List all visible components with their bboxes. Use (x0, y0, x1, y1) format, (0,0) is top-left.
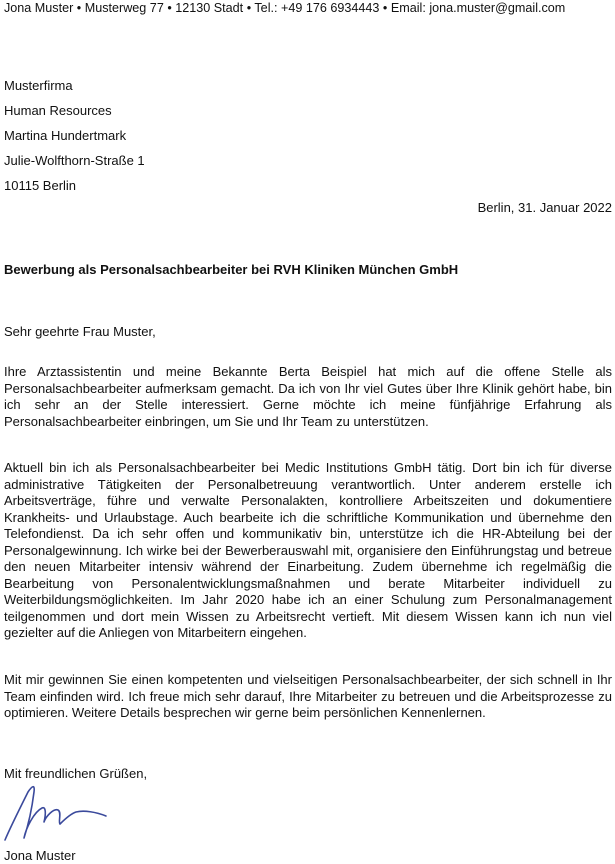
closing-phrase: Mit freundlichen Grüßen, (4, 766, 148, 781)
sender-city: 12130 Stadt (175, 1, 244, 15)
separator: • (246, 1, 252, 15)
sender-name: Jona Muster (4, 1, 74, 15)
letter-subject: Bewerbung als Personalsachbearbeiter bei RVH Kliniken München GmbH (4, 262, 459, 277)
sender-phone-label: Tel.: (254, 1, 278, 15)
signature-icon (2, 778, 112, 850)
recipient-department: Human Resources (4, 103, 112, 118)
sender-email-label: Email: (390, 1, 426, 15)
recipient-street: Julie-Wolfthorn-Straße 1 (4, 153, 145, 168)
separator: • (382, 1, 388, 15)
signer-name: Jona Muster (4, 848, 76, 863)
body-paragraph-3: Mit mir gewinnen Sie einen kompetenten und vielseitigen Personalsachbearbeiter, der sich schnell in Ihr Team einfinden wird. Ich freue mich sehr darauf, Ihre Mitarbeiter zu betreuen und die Arbeitsprozesse zu optimieren. Weitere Details besprechen wir gerne beim persönlichen Kennenlernen. (4, 672, 612, 720)
sender-email: jona.muster@gmail.com (429, 1, 566, 15)
separator: • (167, 1, 172, 15)
recipient-company: Musterfirma (4, 78, 73, 93)
salutation: Sehr geehrte Frau Muster, (4, 324, 156, 339)
sender-street: Musterweg 77 (84, 1, 164, 15)
separator: • (76, 1, 82, 15)
recipient-contact: Martina Hundertmark (4, 128, 127, 143)
letter-date: Berlin, 31. Januar 2022 (477, 200, 612, 215)
sender-phone: +49 176 6934443 (281, 1, 380, 15)
recipient-address (4, 73, 145, 198)
sender-contact-line (4, 0, 612, 16)
recipient-city: 10115 Berlin (4, 178, 77, 193)
body-paragraph-2: Aktuell bin ich als Personalsachbearbeiter bei Medic Institutions GmbH tätig. Dort bin ich für diverse administrative Tätigkeiten der Personalbetreuung verantwortlich. Unter anderem erstelle ich Arbeitsverträge, führe und verwalte Personalakten, kontrolliere Arbeitszeiten und dokumentiere Krankheits- und Urlaubstage. Auch bearbeite ich die schriftliche Kommunikation und übernehme den Telefondienst. Da ich sehr offen und kommunikativ bin, unterstütze ich die HR-Abteilung bei der Personalgewinnung. Ich wirke bei der Bewerberauswahl mit, organisiere den Einführungstag und betreue den neuen Mitarbeiter intensiv während der Einarbeitung. Zudem übernehme ich regelmäßig die Bearbeitung von Personalentwicklungsmaßnahmen und berate Mitarbeiter individuell zu Weiterbildungsmöglichkeiten. Im Jahr 2020 habe ich an einer Schulung zum Personalmanagement teilgenommen und dort mein Wissen zu Arbeitsrecht vertieft. Mit diesem Wissen kann ich nun viel gezielter auf die Anliegen von Mitarbeitern eingehen. (4, 460, 612, 640)
body-paragraph-1: Ihre Arztassistentin und meine Bekannte Berta Beispiel hat mich auf die offene Stelle als Personalsachbearbeiter aufmerksam gemacht. Da ich von Ihr viel Gutes über Ihre Klinik gehört habe, bin ich sehr an der Stelle interessiert. Gerne möchte ich meine fünfjährige Erfahrung als Personalsachbearbeiter einbringen, um Sie und Ihr Team zu unterstützen. (4, 364, 612, 429)
